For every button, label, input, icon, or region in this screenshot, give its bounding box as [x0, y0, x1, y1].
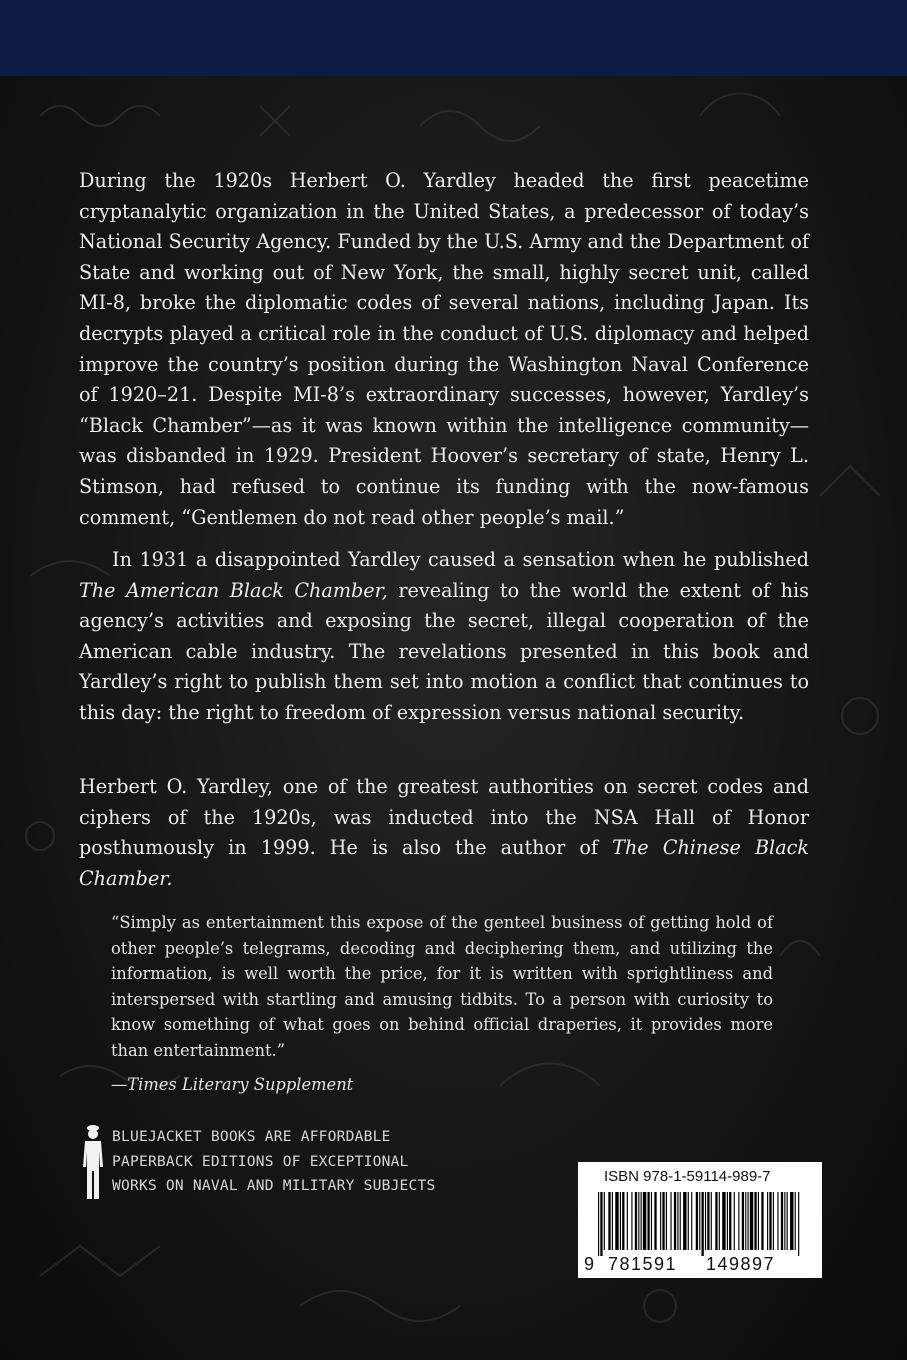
barcode-bar — [711, 1192, 712, 1250]
book-title-chinese-black-chamber: The Chinese Black Chamber. — [79, 836, 810, 890]
barcode-bar — [748, 1192, 749, 1250]
barcode-bar — [615, 1192, 618, 1250]
isbn-label: ISBN 978-1-59114-989-7 — [604, 1168, 771, 1185]
barcode-bar — [600, 1192, 602, 1256]
barcode-bar — [781, 1192, 783, 1250]
barcode-bar — [787, 1192, 788, 1250]
barcode-bar — [784, 1192, 785, 1250]
barcode-bar — [715, 1192, 717, 1250]
book-title-american-black-chamber: The American Black Chamber, — [79, 578, 388, 602]
barcode-bar — [612, 1192, 613, 1250]
review-source-dash: — — [111, 1075, 128, 1094]
barcode-bar — [683, 1192, 686, 1250]
review-quote: “Simply as entertainment this expose of the genteel business of getting hold of other people’s telegrams, decoding and deciphering them, and utilizing the information, is well worth the price, for it is written with sprightliness and interspersed with startling and amusing tidbits. To a person with curiosity to know something of what goes on behind official draperies, it provides more than entertainment.” — [111, 913, 773, 1060]
isbn-barcode-box — [578, 1162, 822, 1278]
barcode-bar — [767, 1192, 768, 1250]
barcode-group-right: 149897 — [706, 1254, 776, 1274]
barcode-digit-first: 9 — [584, 1254, 596, 1274]
barcode-bar — [680, 1192, 681, 1250]
barcode-group-left: 781591 — [608, 1254, 678, 1274]
series-line-1: BLUEJACKET BOOKS ARE AFFORDABLE — [112, 1128, 391, 1145]
barcode-bar — [651, 1192, 652, 1250]
barcode-bar — [742, 1192, 744, 1250]
barcode-bar — [745, 1192, 746, 1250]
review-source — [111, 1072, 353, 1097]
barcode-bar — [750, 1192, 753, 1250]
author-bio — [79, 772, 809, 894]
barcode-bar — [761, 1192, 763, 1250]
barcode-bar — [677, 1192, 678, 1250]
barcode-bar — [635, 1192, 637, 1250]
barcode-bar — [798, 1192, 799, 1256]
barcode-bar — [705, 1192, 706, 1250]
barcode-bar — [719, 1192, 720, 1250]
barcode-bar — [641, 1192, 642, 1250]
barcode-bar — [769, 1192, 771, 1250]
paragraph-2-text-start: In 1931 a disappointed Yardley caused a sensation when he published — [112, 548, 809, 571]
barcode-bar — [738, 1192, 739, 1250]
barcode-bar — [773, 1192, 774, 1250]
barcode-bar — [598, 1192, 599, 1256]
barcode-bar — [734, 1192, 735, 1250]
barcode-bar — [662, 1192, 664, 1250]
barcode-bar — [608, 1192, 610, 1250]
barcode-bar — [795, 1192, 796, 1250]
barcode-bar — [627, 1192, 628, 1250]
barcode-bar — [666, 1192, 667, 1250]
barcode-bar — [638, 1192, 639, 1250]
barcode-bar — [660, 1192, 661, 1250]
barcode-bar — [604, 1192, 605, 1250]
description-paragraph-2 — [79, 545, 809, 729]
barcode-bar — [691, 1192, 692, 1250]
barcode-bar — [727, 1192, 728, 1250]
barcode-bar — [643, 1192, 646, 1250]
series-line-3: WORKS ON NAVAL AND MILITARY SUBJECTS — [112, 1177, 436, 1195]
top-color-band — [0, 0, 907, 76]
review-source-name: Times Literary Supplement — [127, 1075, 354, 1094]
description-paragraph-1: During the 1920s Herbert O. Yardley headed the first peacetime cryptanalytic organization in the United States, a predecessor of today’s National Security Agency. Funded by the U.S. Army and the Department of State and working out of New York, the small, highly secret unit, called MI-8, broke the diplomatic codes of several nations, including Japan. Its decrypts played a critical role in the conduct of U.S. diplomacy and helped improve the country’s position during the Washington Naval Conference of 1920–21. Despite MI-8’s extraordinary successes, however, Yardley’s “Black Chamber”—as it was known within the intelligence community—was disbanded in 1929. President Hoover’s secretary of state, Henry L. Stimson, had refused to continue its funding with the now-famous comment, “Gentlemen do not read other people’s mail.” — [79, 169, 809, 529]
paragraph-2-text-end: revealing to the world the extent of his agency’s activities and exposing the secret, illegal cooperation of the American cable industry. The revelations presented in this book and Yardley’s right to publish them set into motion a conflict that continues to this day: the right to freedom of expression versus national security. — [79, 578, 809, 724]
barcode-bar — [729, 1192, 731, 1250]
barcode-bar — [674, 1192, 676, 1250]
author-bio-text: Herbert O. Yardley, one of the greatest authorities on secret codes and ciphers of the 1920s, was inducted into the NSA Hall of Honor posthumously in 1999. He is also the author of — [79, 775, 809, 860]
barcode-bar — [790, 1192, 793, 1250]
barcode-bar — [758, 1192, 759, 1250]
barcode-bar — [722, 1192, 725, 1250]
isbn-barcode — [596, 1192, 804, 1256]
barcode-bar — [699, 1192, 700, 1250]
series-line-2: PAPERBACK EDITIONS OF EXCEPTIONAL — [112, 1152, 409, 1170]
barcode-bar — [754, 1192, 756, 1250]
barcode-bar — [702, 1192, 704, 1256]
barcode-bar — [777, 1192, 778, 1250]
barcode-bar — [620, 1192, 621, 1250]
barcode-bar — [647, 1192, 649, 1250]
barcode-bar — [670, 1192, 671, 1250]
barcode-bar — [696, 1192, 698, 1250]
series-statement — [112, 1125, 492, 1199]
barcode-bar — [654, 1192, 656, 1250]
barcode-bar — [688, 1192, 689, 1250]
sailor-silhouette-icon — [80, 1124, 106, 1202]
barcode-bar — [707, 1192, 709, 1250]
barcode-bar — [631, 1192, 632, 1250]
barcode-bar — [622, 1192, 624, 1250]
